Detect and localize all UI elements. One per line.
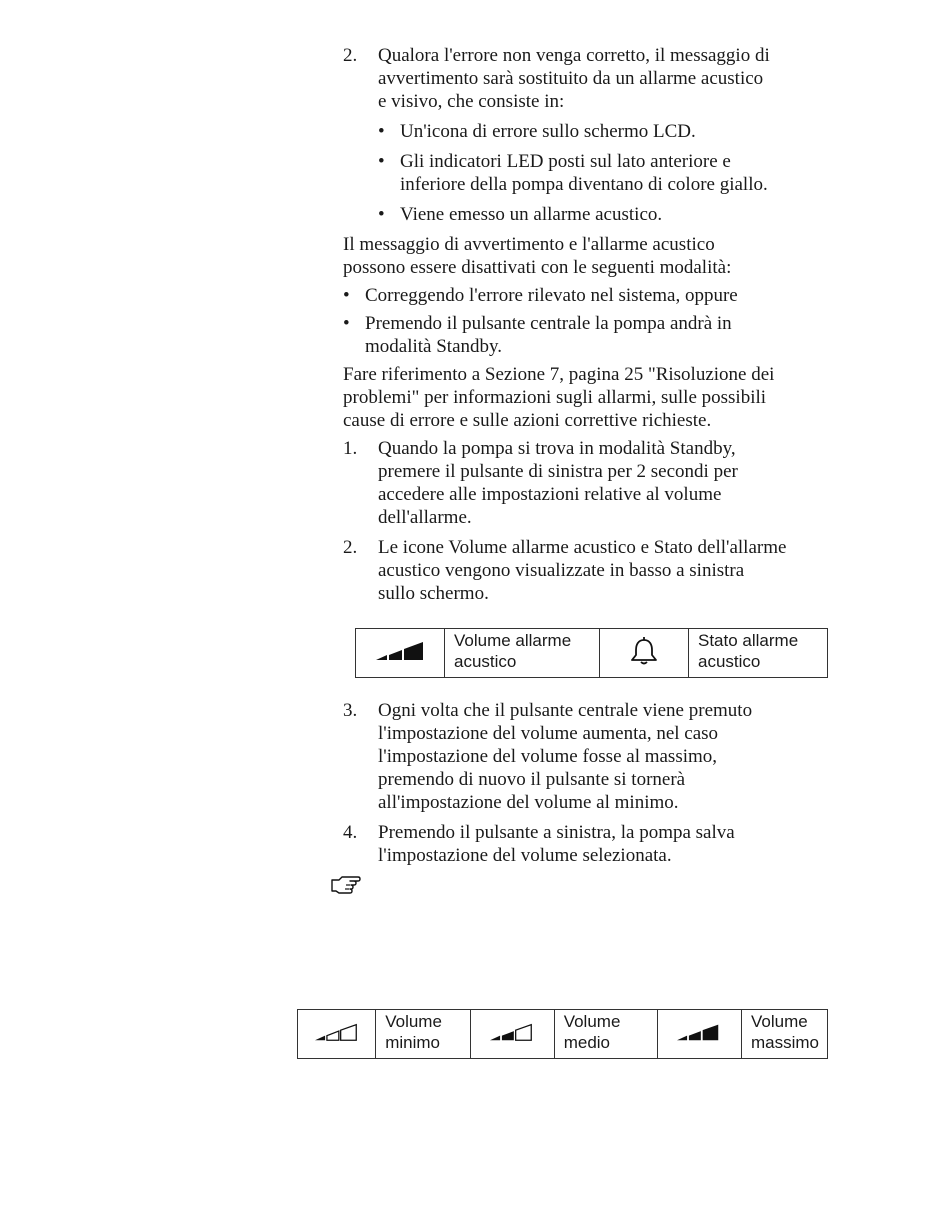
pointing-hand-icon [330,874,362,896]
volume-low-icon [298,1010,376,1059]
alarm-bullet-lcd-icon: • Un'icona di errore sullo schermo LCD. [378,121,696,142]
step-number: 3. [343,700,358,721]
step-number: 2. [343,45,358,66]
alarm-status-label: Stato allarme acustico [689,629,828,678]
volume-levels-table [297,1009,828,1059]
volume-medium-label: Volume medio [554,1010,657,1059]
step-number: 1. [343,438,358,459]
reference-paragraph: Fare riferimento a Sezione 7, pagina 25 "Risoluzione dei problemi" per informazioni sugli allarmi, sulle possibili cause di errore e sulle azioni correttive richieste. [343,364,775,431]
step-text: Qualora l'errore non venga corretto, il messaggio di avvertimento sarà sostituito da un allarme acustico e visivo, che consiste in: [378,45,770,112]
volume-high-icon [657,1010,741,1059]
step-text: Le icone Volume allarme acustico e Stato dell'allarme acustico vengono visualizzate in basso a sinistra sullo schermo. [378,537,787,604]
step-2-alarm [343,44,835,113]
deactivate-bullet-standby: • Premendo il pulsante centrale la pompa andrà in modalità Standby. [343,313,732,357]
deactivate-bullet-correct: • Correggendo l'errore rilevato nel sistema, oppure [343,285,738,306]
volume-minimum-label: Volume minimo [376,1010,470,1059]
alarm-icon-table [355,628,828,678]
volume-medium-icon [470,1010,554,1059]
step-text: Premendo il pulsante a sinistra, la pompa salva l'impostazione del volume selezionata. [378,822,735,866]
page-content [343,44,835,612]
step-text: Quando la pompa si trova in modalità Standby, premere il pulsante di sinistra per 2 secondi per accedere alle impostazioni relative al volume dell'allarme. [378,438,738,528]
step-number: 2. [343,537,358,558]
step-3-volume-increase [343,699,835,814]
step-1-standby [343,437,835,529]
volume-alarm-label: Volume allarme acustico [445,629,600,678]
step-4-save [343,821,835,867]
volume-maximum-label: Volume massimo [741,1010,827,1059]
step-text: Ogni volta che il pulsante centrale viene premuto l'impostazione del volume aumenta, nel caso l'impostazione del volume fosse al massimo, premendo di nuovo il pulsante si tornerà all'impostazione del volume al minimo. [378,700,753,813]
step-number: 4. [343,822,358,843]
deactivate-intro: Il messaggio di avvertimento e l'allarme acustico possono essere disattivati con le seguenti modalità: [343,234,732,278]
page-content-continued [343,699,835,874]
volume-high-icon [356,629,445,678]
alarm-bullet-led: • Gli indicatori LED posti sul lato anteriore e inferiore della pompa diventano di colore giallo. [378,151,768,195]
alarm-bullet-sound: • Viene emesso un allarme acustico. [378,204,663,225]
step-2-icons [343,536,835,605]
bell-icon [600,629,689,678]
